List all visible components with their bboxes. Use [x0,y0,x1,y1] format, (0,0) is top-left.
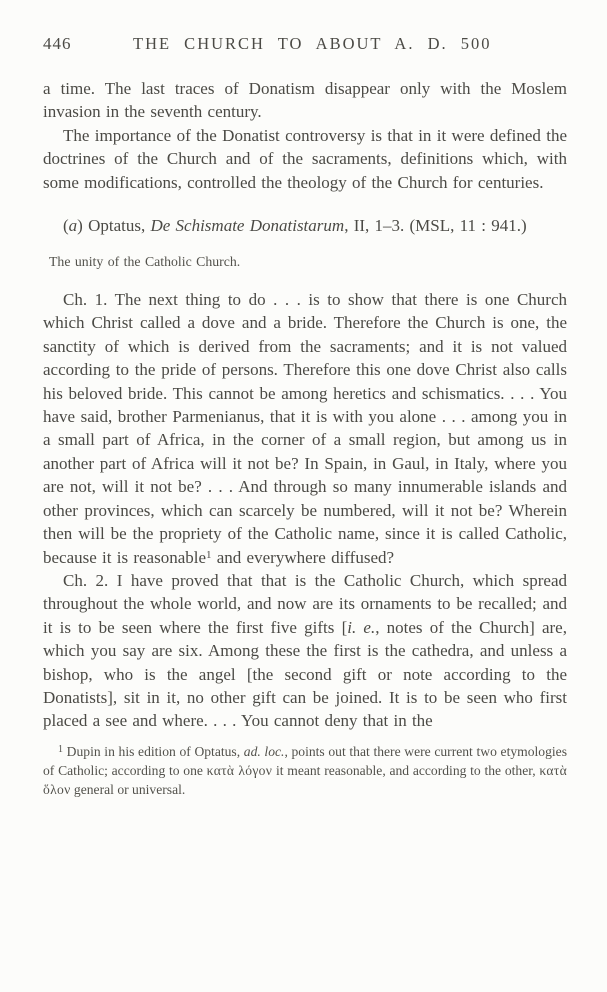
chapter-2-text-end: , notes of the Church] are, which you say are six. Among these the first is the cathedra, and unless a bishop, who is the angel [the second gift or note according to the Donatists], sit in it, no other gift can be joined. It is to be seen who first placed a see and where. . . . You cannot deny that in the [43,617,567,731]
footnote-reference: 1 [206,548,212,561]
running-title: THE CHURCH TO ABOUT A. D. 500 [132,34,492,53]
footnote-marker: 1 [58,743,63,755]
paragraph-chapter-2 [43,569,567,733]
chapter-2-text: Ch. 2. I have proved that that is the Catholic Church, which spread throughout the whole world, and now are its ornaments to be recalled; and it is to be seen where the first five gifts [ [43,570,567,637]
source-citation [43,213,567,239]
footnote-part-4: general or universal. [70,782,186,798]
page-number: 446 [43,34,72,53]
citation-author: ) Optatus, [77,216,151,236]
id-est-abbreviation: i. e. [347,617,376,637]
paragraph-chapter-1 [43,288,567,569]
greek-kata-holon: κατὰ ὅλον [43,762,567,798]
paragraph-importance: The importance of the Donatist controversy is that in it were defined the doctrines of the Church and of the sacraments, definitions which, with some modifications, controlled the theology of the Church for centuries. [43,125,567,192]
greek-kata-logon: κατὰ λόγον [206,762,273,778]
work-title: De Schismate Donatistarum [150,216,345,236]
chapter-1-text: Ch. 1. The next thing to do . . . is to show that there is one Church which Christ called a dove and a bride. Therefore the Church is one, the sanctity of which is derived from the sacraments; and it is not valued according to the pride of persons. Therefore this one dove Christ also calls his beloved bride. This cannot be among heretics and schismatics. . . . You have said, brother Parmenianus, that it is with you alone . . . among you in a small part of Africa, in the corner of a small region, but among us in another part of Africa will it not be? In Spain, in Gaul, in Italy, where you are not, will it not be? . . . And through so many innumerable islands and other provinces, which can scarcely be numbered, will it not be? Wherein then will be the propriety of the Catholic name, since it is called Catholic, because it is reasonable [43,290,567,567]
citation-reference: , II, 1–3. (MSL, 11 : 941.) [344,216,527,236]
paragraph-donatism-end: a time. The last traces of Donatism disappear only with the Moslem invasion in the seventh century. [43,79,567,122]
citation-paren-open: ( [63,216,69,236]
footnote-part-1: Dupin in his edition of Optatus, [63,743,244,759]
footnote [43,742,567,800]
body-text [43,77,567,733]
running-header [43,34,567,54]
section-summary: The unity of the Catholic Church. [49,254,241,270]
ad-loc-abbreviation: ad. loc. [243,743,285,759]
footnote-part-2: , points out that there were current two etymologies of Catholic; according to one [43,743,567,778]
footnote-text [43,742,567,800]
citation-letter: a [68,216,78,236]
chapter-1-text-end: and everywhere diffused? [211,547,395,567]
footnote-part-3: it meant reasonable, and according to the other, [272,762,540,778]
